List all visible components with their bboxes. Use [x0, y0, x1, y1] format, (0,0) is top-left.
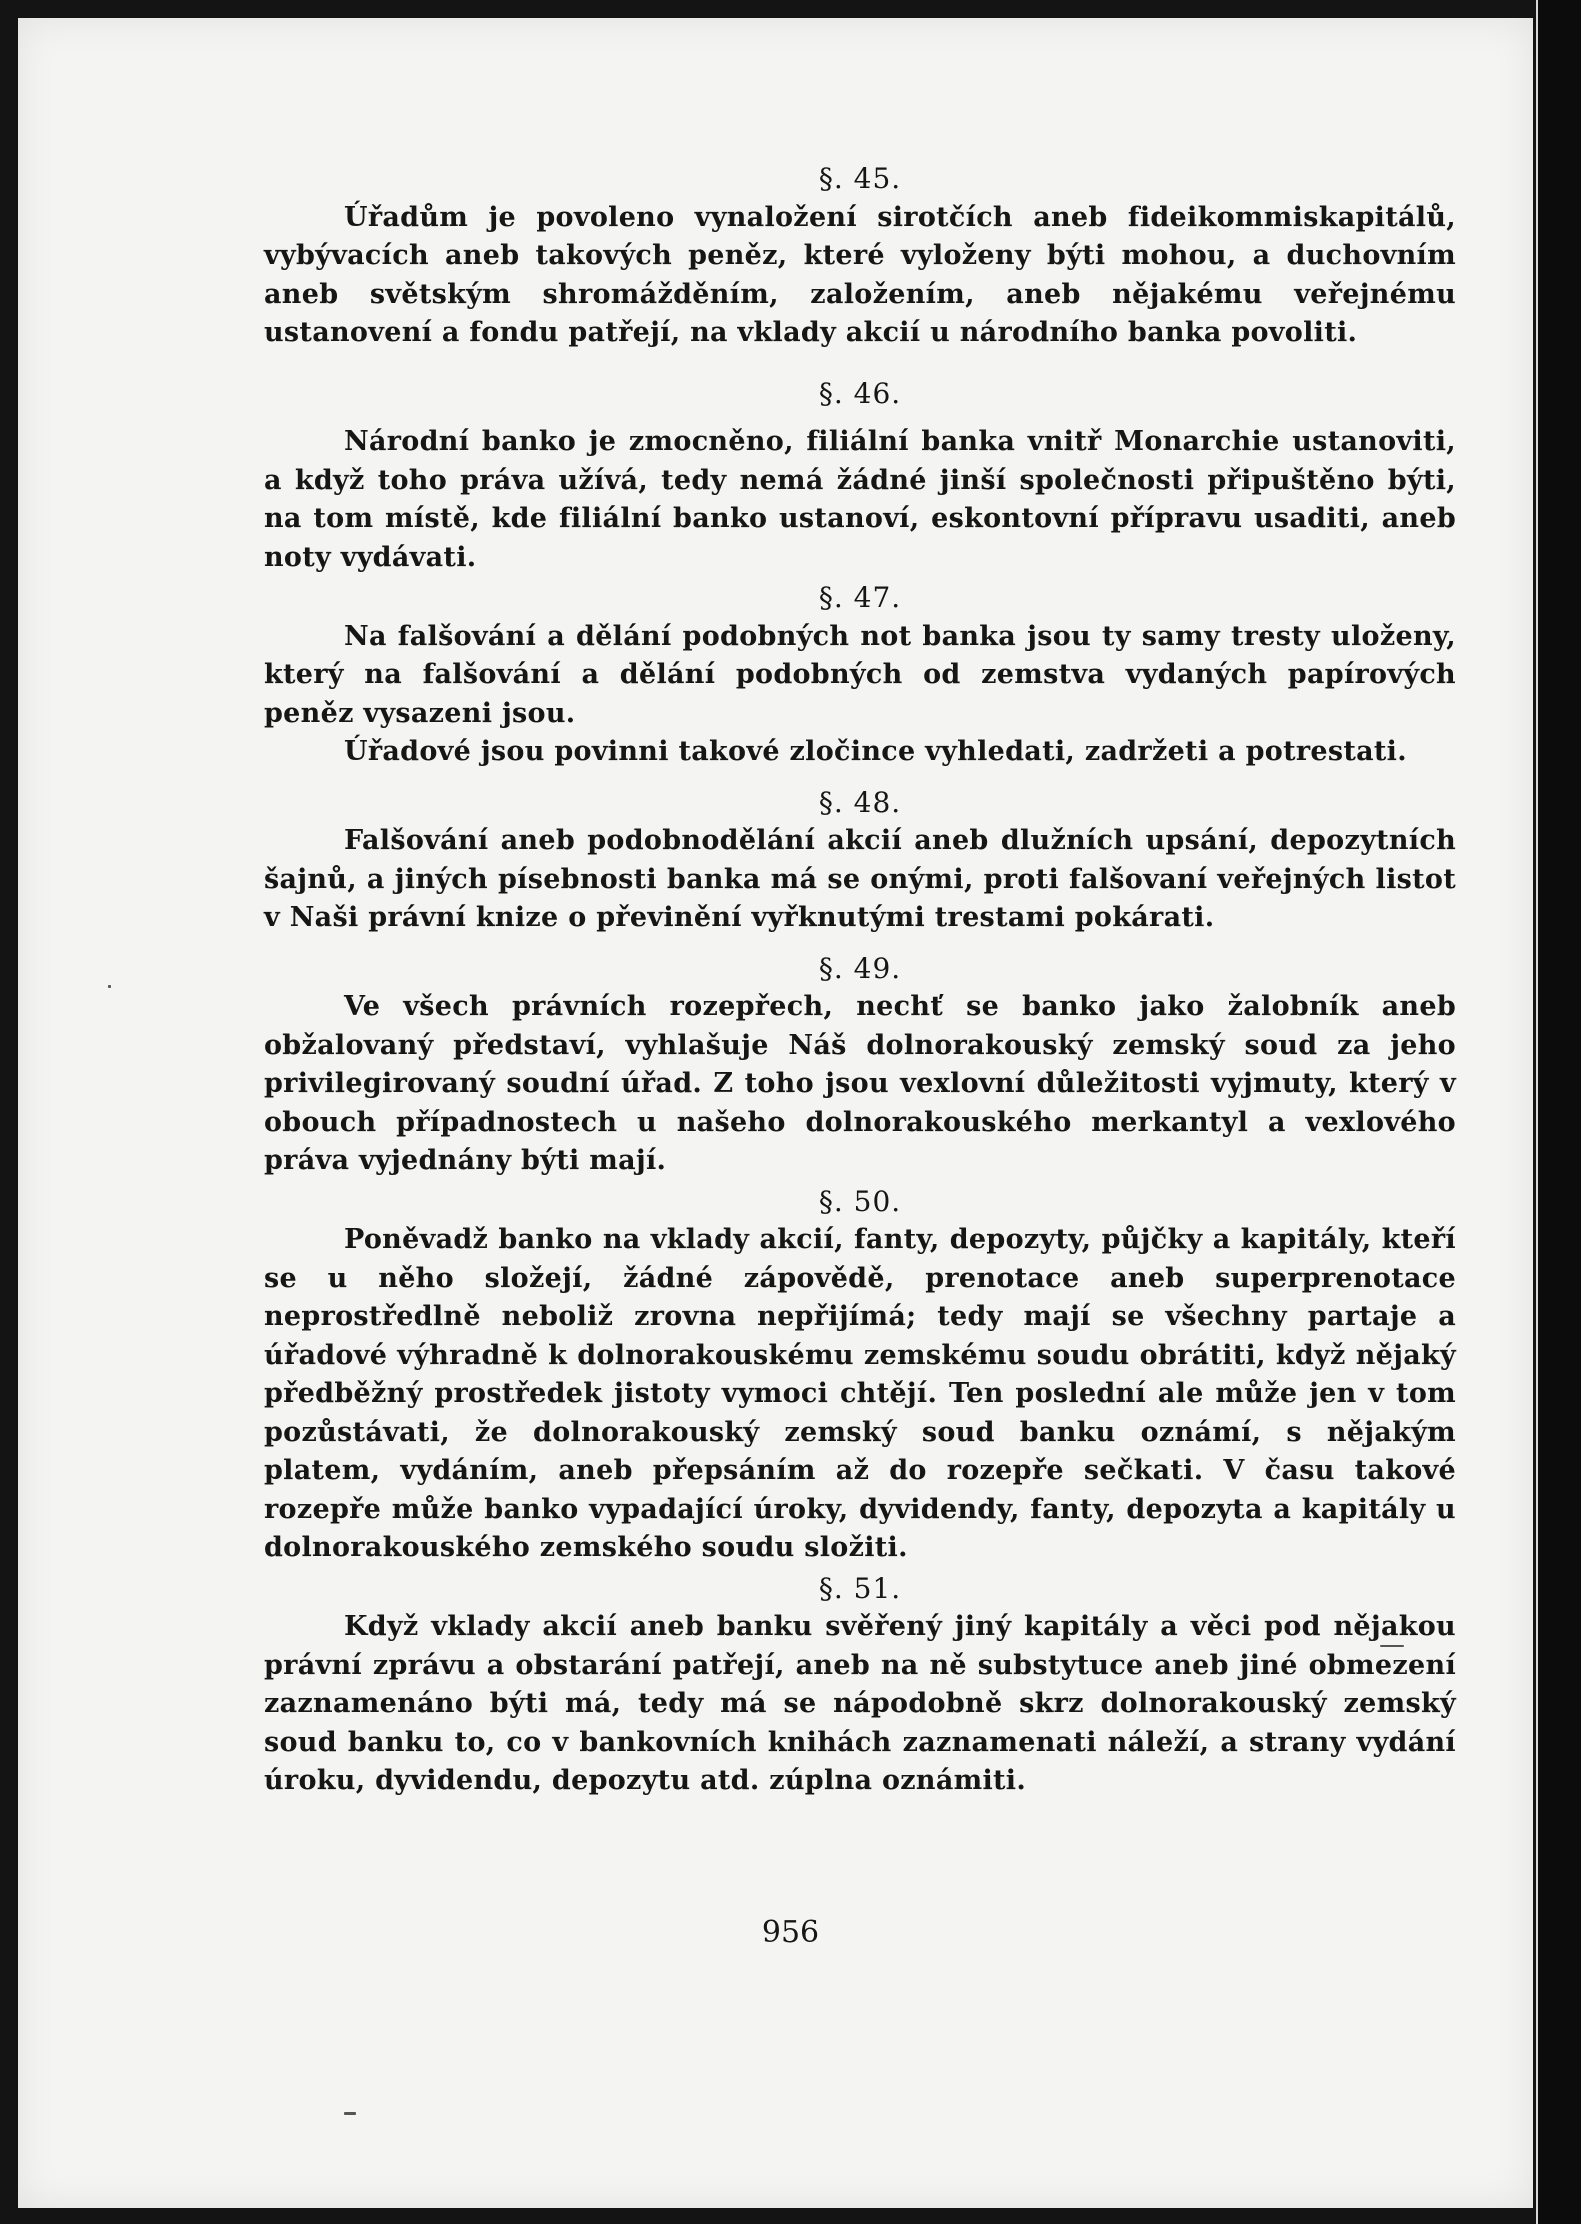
- section-51: [264, 1570, 1456, 1801]
- section-45: [264, 160, 1456, 353]
- paragraph: Úřadům je povoleno vynaložení sirotčích aneb fideikommiskapitálů, vybývacích aneb takových peněz, které vyloženy býti mohou, a duchovním aneb světským shromážděním, založením, aneb nějakému veřejnému ustanovení a fondu patřejí, na vklady akcií u národního banka povoliti.: [264, 201, 1456, 348]
- section-49: [264, 950, 1456, 1181]
- paragraph: Falšování aneb podobnodělání akcií aneb dlužních upsání, depozytních šajnů, a jiných písebnosti banka má se onými, proti falšovaní veřejných listot v Naši právní knize o převinění vyřknutými trestami pokárati.: [264, 825, 1456, 933]
- document-body: [264, 160, 1456, 1801]
- scan-speck: [344, 2112, 356, 2115]
- paragraph: Na falšování a dělání podobných not banka jsou ty samy tresty uloženy, který na falšování a dělání podobných od zemstva vydaných papírových peněz vysazeni jsou.: [264, 620, 1456, 729]
- section-title: §. 47.: [818, 581, 902, 614]
- scan-speck: [1380, 1645, 1404, 1647]
- paragraph: Ve všech právních rozepřech, nechť se banko jako žalobník aneb obžalovaný představí, vyhlašuje Náš dolnorakouský zemský soud za jeho privilegirovaný soudní úřad. Z toho jsou vexlovní důležitosti vyjmuty, který v obouch případnostech u našeho dolnorakouského merkantyl a vexlového práva vyjednány býti mají.: [264, 991, 1456, 1176]
- section-48: [264, 784, 1456, 938]
- paragraph: Národní banko je zmocněno, filiální banka vnitř Monarchie ustanoviti, a když toho práva užívá, tedy nemá žádné jinší společnosti připuštěno býti, na tom místě, kde filiální banko ustanoví, eskontovní přípravu usaditi, aneb noty vydávati.: [264, 426, 1456, 573]
- section-50: [264, 1183, 1456, 1568]
- page-number: 956: [761, 1915, 820, 1950]
- section-title: §. 48.: [818, 785, 902, 819]
- section-title: §. 45.: [818, 162, 902, 195]
- page-edge: [1536, 0, 1581, 2224]
- section-47: [264, 579, 1456, 772]
- paragraph: Poněvadž banko na vklady akcií, fanty, depozyty, půjčky a kapitály, kteří se u něho složejí, žádné zápovědě, prenotace aneb superprenotace neprostředlně neboliž zrovna nepřijímá; tedy mají se všechny partaje a úřadové výhradně k dolnorakouskému zemskému soudu obrátiti, když nějaký předběžný prostředek jistoty vymoci chtějí. Ten poslední ale může jen v tom pozůstávati, že dolnorakouský zemský soud banku oznámí, s nějakým platem, vydáním, aneb přepsáním až do rozepře sečkati. V času takové rozepře může banko vypadající úroky, dyvidendy, fanty, depozyta a kapitály u dolnorakouského zemského soudu složiti.: [264, 1224, 1456, 1563]
- section-title: §. 49.: [818, 951, 902, 985]
- paragraph: Úřadové jsou povinni takové zločince vyhledati, zadržeti a potrestati.: [344, 736, 1407, 767]
- scan-speck: [108, 985, 111, 988]
- section-title: §. 51.: [818, 1571, 902, 1605]
- section-46: [264, 375, 1456, 578]
- paragraph: Když vklady akcií aneb banku svěřený jiný kapitály a věci pod nějakou právní zprávu a obstarání patřejí, aneb na ně substytuce aneb jiné obmezení zaznamenáno býti má, tedy má se nápodobně skrz dolnorakouský zemský soud banku to, co v bankovních knihách zaznamenati náleží, a strany vydání úroku, dyvidendu, depozytu atd. zúplna oznámiti.: [264, 1611, 1456, 1796]
- section-title: §. 50.: [818, 1184, 902, 1218]
- section-title: §. 46.: [818, 376, 902, 410]
